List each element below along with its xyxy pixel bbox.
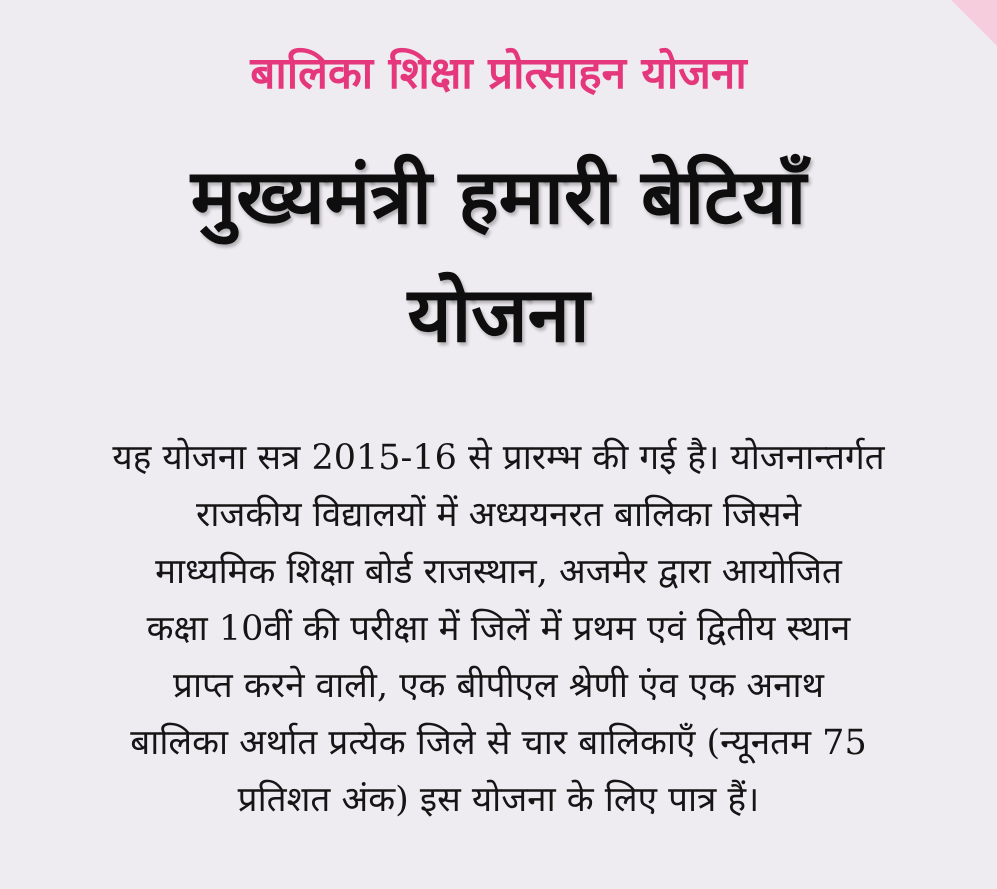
scheme-title — [0, 138, 997, 374]
description-line: कक्षा 10वीं की परीक्षा में जिलें में प्रथम एवं द्वितीय स्थान — [146, 609, 851, 649]
scheme-title-line-2: योजना — [407, 270, 590, 359]
scheme-title-line-1: मुख्यमंत्री हमारी बेटियाँ — [190, 152, 807, 241]
description-line: माध्यमिक शिक्षा बोर्ड राजस्थान, अजमेर द्वारा आयोजित — [155, 552, 842, 592]
description-line: बालिका अर्थात प्रत्येक जिले से चार बालिकाएँ (न्यूनतम 75 — [130, 723, 867, 763]
description-line: प्रतिशत अंक) इस योजना के लिए पात्र हैं। — [237, 780, 760, 820]
description-line: राजकीय विद्यालयों में अध्ययनरत बालिका जिसने — [196, 495, 801, 535]
scheme-subtitle: बालिका शिक्षा प्रोत्साहन योजना — [250, 48, 747, 99]
description-line: यह योजना सत्र 2015-16 से प्रारम्भ की गई है। योजनान्तर्गत — [112, 438, 885, 478]
scheme-description — [40, 430, 957, 829]
description-line: प्राप्त करने वाली, एक बीपीएल श्रेणी एंव एक अनाथ — [173, 666, 824, 706]
